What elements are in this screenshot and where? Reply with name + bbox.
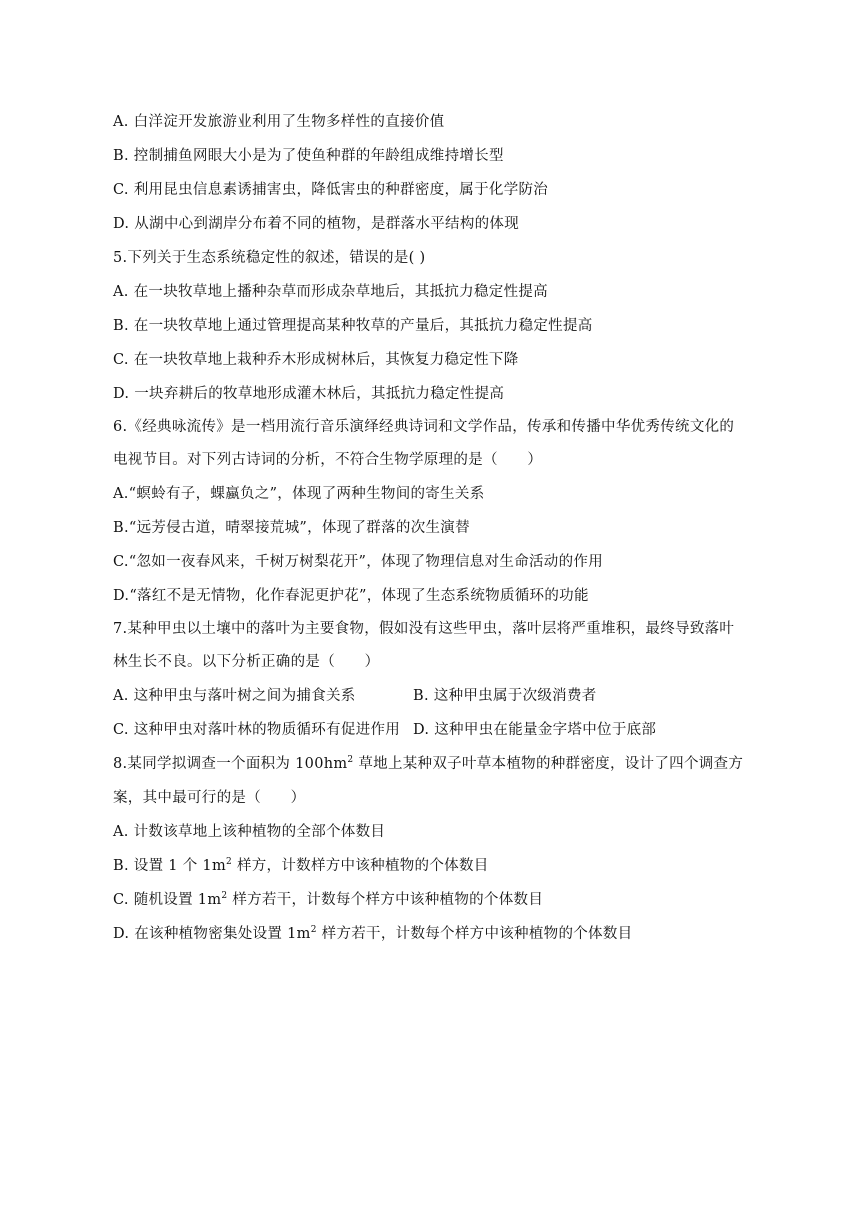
q7-option-c: C. 这种甲虫对落叶林的物质循环有促进作用	[113, 722, 401, 738]
q5-option-a: A. 在一块牧草地上播种杂草而形成杂草地后，其抵抗力稳定性提高	[113, 284, 548, 300]
q6-stem-line-2: 电视节目。对下列古诗词的分析，不符合生物学原理的是（ ）	[113, 452, 543, 468]
q7-stem-line-2: 林生长不良。以下分析正确的是（ ）	[113, 654, 380, 670]
q8-option-b-part-2: 样方，计数样方中该种植物的个体数目	[232, 858, 489, 874]
q8-option-a: A. 计数该草地上该种植物的全部个体数目	[113, 824, 386, 840]
q8-option-b-superscript: 2	[226, 857, 233, 868]
q6-stem-line-1: 6.《经典咏流传》是一档用流行音乐演绎经典诗词和文学作品，传承和传播中华优秀传统文化的	[113, 419, 735, 435]
q5-option-b: B. 在一块牧草地上通过管理提高某种牧草的产量后，其抵抗力稳定性提高	[113, 318, 593, 334]
q4-option-b: B. 控制捕鱼网眼大小是为了使鱼种群的年龄组成维持增长型	[113, 148, 504, 164]
q7-stem-line-1: 7.某种甲虫以土壤中的落叶为主要食物，假如没有这些甲虫，落叶层将严重堆积，最终导致落叶	[113, 621, 735, 637]
q4-option-a: A. 白洋淀开发旅游业利用了生物多样性的直接价值	[113, 114, 445, 130]
q7-option-d: D. 这种甲虫在能量金字塔中位于底部	[413, 722, 657, 738]
q8-stem-part-2: 草地上某种双子叶草本植物的种群密度，设计了四个调查方	[353, 756, 744, 772]
q8-option-c	[113, 890, 763, 910]
q4-option-d: D. 从湖中心到湖岸分布着不同的植物，是群落水平结构的体现	[113, 216, 520, 232]
q8-option-c-superscript: 2	[221, 891, 228, 902]
q5-option-c: C. 在一块牧草地上栽种乔木形成树林后，其恢复力稳定性下降	[113, 352, 519, 368]
q6-option-b: B.“远芳侵古道，晴翠接荒城”，体现了群落的次生演替	[113, 520, 470, 536]
q8-option-d	[113, 924, 763, 944]
q7-option-b: B. 这种甲虫属于次级消费者	[413, 688, 597, 704]
q8-option-d-part-1: D. 在该种植物密集处设置 1m	[113, 926, 311, 942]
q6-option-c: C.“忽如一夜春风来，千树万树梨花开”，体现了物理信息对生命活动的作用	[113, 554, 604, 570]
q4-option-c: C. 利用昆虫信息素诱捕害虫，降低害虫的种群密度，属于化学防治	[113, 182, 549, 198]
q8-option-b-part-1: B. 设置 1 个 1m	[113, 858, 227, 874]
q8-option-d-part-2: 样方若干，计数每个样方中该种植物的个体数目	[316, 926, 633, 942]
q8-option-c-part-2: 样方若干，计数每个样方中该种植物的个体数目	[227, 892, 544, 908]
q8-stem-superscript: 2	[347, 755, 354, 766]
q7-option-a: A. 这种甲虫与落叶树之间为捕食关系	[113, 688, 356, 704]
q5-stem: 5.下列关于生态系统稳定性的叙述，错误的是( )	[113, 250, 426, 266]
q8-stem-line-1	[113, 754, 763, 774]
q8-option-b	[113, 856, 763, 876]
q6-option-a: A.“螟蛉有子，蜾蠃负之”，体现了两种生物间的寄生关系	[113, 486, 485, 502]
q8-option-c-part-1: C. 随机设置 1m	[113, 892, 222, 908]
q8-stem-part-1: 8.某同学拟调查一个面积为 100hm	[113, 756, 348, 772]
q8-stem-line-2: 案，其中最可行的是（ ）	[113, 790, 306, 806]
q5-option-d: D. 一块弃耕后的牧草地形成灌木林后，其抵抗力稳定性提高	[113, 386, 505, 402]
q6-option-d: D.“落红不是无情物，化作春泥更护花”，体现了生态系统物质循环的功能	[113, 588, 589, 604]
q8-option-d-superscript: 2	[310, 925, 317, 936]
